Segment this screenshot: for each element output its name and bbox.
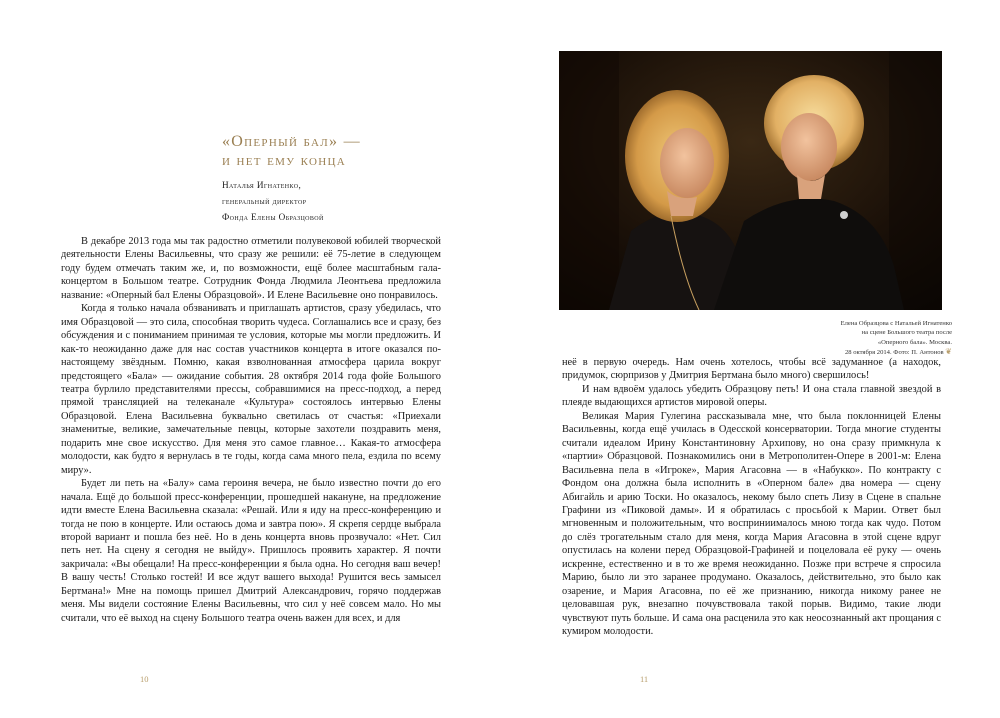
page-number-right: 11 [640, 674, 649, 684]
photo-caption [810, 319, 952, 358]
paragraph: В декабре 2013 года мы так радостно отметили полувековой юбилей творческой деятельности Елены Васильевны, что сразу же решили: её 75-летие в следующем году будем отмечать таким же, и, по возможности, ещё более масштабным гала-концертом в Большом театре. Сотрудник Фонда Людмила Леонтьева предложила название: «Оперный бал Елены Образцовой». И Елене Васильевне оно понравилось. [61, 236, 441, 301]
paragraph: неё в первую очередь. Нам очень хотелось, чтобы всё задуманное (а находок, придумок, сюрпризов у Дмитрия Бертмана было много) свершилось! [562, 357, 941, 382]
paragraph: Будет ли петь на «Балу» сама героиня вечера, не было известно почти до его начала. Ещё до большой пресс-конференции, прошедшей накануне, на предложение идти вместе Елена Васильевна сказала: «Решай. Или я иду на пресс-конференцию и тогда не пою в концерте. Или остаюсь дома и завтра пою». Я скрепя сердце выбрала второй вариант и пошла без неё. Но в день концерта вновь прозвучало: «Нет. Сил петь нет. На сцену я сегодня не выйду». Пришлось проявить характер. Я почти закричала: «Вы обещали! На пресс-конференции я была одна. Но сегодня ваш вечер! В вашу честь! Столько гостей! И все ждут вашего выхода! Рушится весь замысел Бертмана!» Мне на помощь пришел Дмитрий Александрович, горячо поддержав меня. Мы видели состояние Елены Васильевны, что сил у неё совсем мало. Но мы считали, что её выход на сцену Большого театра очень важен для всех, и для [61, 478, 441, 624]
author-organization: Фонда Елены Образцовой [222, 212, 324, 222]
left-body-text [61, 235, 441, 625]
caption-line: Елена Образцова с Натальей Игнатенко [840, 320, 952, 327]
article-title [222, 132, 462, 170]
paragraph: И нам вдвоём удалось убедить Образцову петь! И она стала главной звездой в плеяде выдающихся артистов мировой оперы. [562, 383, 941, 409]
page-number-left: 10 [140, 674, 149, 684]
leaf-ornament-icon: ❦ [945, 347, 952, 357]
right-page [500, 0, 1000, 718]
title-line-1: «Оперный бал» — [222, 133, 361, 150]
title-line-2: и нет ему конца [222, 152, 346, 169]
paragraph: Когда я только начала обзванивать и приглашать артистов, сразу убедилась, что имя Образцовой — это сила, способная творить чудеса. Соглашались все и сразу, без обсуждения и с пониманием принимая те условия, которые мы могли предложить. И как-то неожиданно даже для нас состав участников концерта в итоге оказался по-настоящему звёздным. Помню, какая взволнованная атмосфера царила вокруг предстоящего «Бала» — ожидание события. 28 октября 2014 года фойе Большого театра бурлило представителями прессы, собравшимися на пресс-подход, а перед прямой трансляцией на телеканале «Культура» состоялось интервью Елены Образцовой. Елена Васильевна буквально светилась от счастья: «Приехали знаменитые, великие, замечательные певцы, которые захотели поздравить меня, подарить мне свое искусство. Для меня это самое главное… Какая-то атмосфера молодости, как будто я вернулась в те годы, когда сама много пела, ездила по всему миру». [61, 303, 441, 476]
author-name: Наталья Игнатенко, [222, 180, 302, 190]
caption-line: «Оперного бала». Москва. [877, 338, 952, 346]
caption-line: на сцене Большого театра после [861, 329, 952, 337]
right-body-text [562, 356, 941, 639]
photo [559, 51, 942, 310]
author-block [222, 177, 472, 225]
author-position: генеральный директор [222, 196, 307, 206]
paragraph: Великая Мария Гулегина рассказывала мне, что была поклонницей Елены Васильевны, когда ещё училась в Одесской консерватории. Тогда многие студенты считали идеалом Ирину Константиновну Архипову, но она сразу примкнула к «партии» Образцовой. Познакомились они в Метрополитен-Опере в 2001-м: Елена Васильевна пела в «Игроке», Мария Агасовна — в «Набукко». По контракту с Фондом она должна была исполнить в «Оперном бале» два номера — сцену Абигайль и арию Тоски. Но оказалось, некому было спеть Лизу в Сцене в спальне Графини из «Пиковой дамы». И я обратилась с просьбой к Марии. Ответ был мгновенным и положительным, что восприниималось мною тогда как чудо. Потом до слёз трогательным стало для меня, когда Мария Агасовна в этой сцене вдруг опустилась на колени перед Образцовой-Графиней и поцеловала её руку — очень искренне, естественно и в то же время неожиданно. Позже при встрече я спросила Марию, было ли это заранее продумано. Оказалось, действительно, это было как озарение, и Мария Агасовна, по её же признанию, никогда никому ранее не целовавшая рук, внезапно почувствовала такой порыв. Видимо, такие люди чувствуют путь больше. И сама она расценила это как неосознанный акт прощания с кумиром молодости. [562, 410, 941, 638]
caption-credit: 28 октября 2014. Фото: П. Антонов [844, 349, 944, 357]
